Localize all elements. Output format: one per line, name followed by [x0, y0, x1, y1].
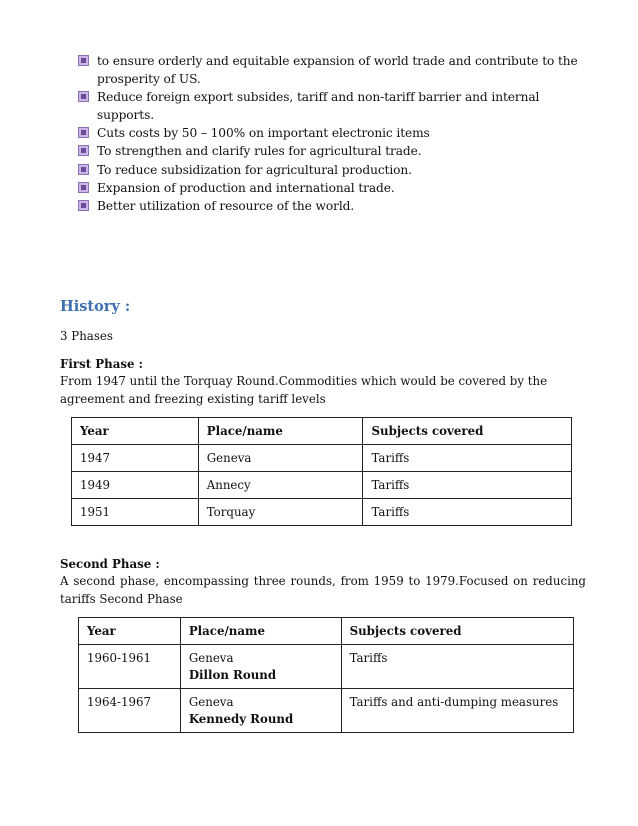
cell-subjects: Tariffs — [363, 472, 572, 499]
cell-subjects: Tariffs — [341, 645, 573, 689]
second-phase-table — [78, 617, 574, 733]
objectives-list — [78, 52, 578, 215]
table-row — [72, 499, 572, 526]
cell-place: Annecy — [198, 472, 363, 499]
header-year: Year — [79, 618, 181, 645]
table-row — [79, 689, 574, 733]
cell-place — [180, 645, 341, 689]
phases-count: 3 Phases — [60, 329, 113, 343]
first-phase-description: From 1947 until the Torquay Round.Commodities which would be covered by the agreement and freezing existing tariff levels — [60, 374, 548, 406]
bullet-square-icon — [78, 91, 89, 102]
second-phase-title: Second Phase : — [60, 557, 160, 571]
table-row — [72, 472, 572, 499]
header-place: Place/name — [180, 618, 341, 645]
header-subjects: Subjects covered — [341, 618, 573, 645]
bullet-square-icon — [78, 145, 89, 156]
header-place: Place/name — [198, 418, 363, 445]
round-name: Kennedy Round — [188, 712, 294, 726]
list-item: To reduce subsidization for agricultural production. — [78, 161, 578, 179]
table-header-row — [72, 418, 572, 445]
list-item: Reduce foreign export subsides, tariff and non-tariff barrier and internal supports. — [78, 88, 578, 124]
cell-year: 1964-1967 — [79, 689, 181, 733]
list-item: Better utilization of resource of the world. — [78, 197, 578, 215]
cell-year: 1960-1961 — [79, 645, 181, 689]
history-heading: History : — [60, 298, 131, 315]
cell-year: 1947 — [72, 445, 199, 472]
cell-place: Torquay — [198, 499, 363, 526]
table-row — [72, 445, 572, 472]
second-phase-description: A second phase, encompassing three rounds, from 1959 to 1979.Focused on reducing tariffs Second Phase — [60, 574, 586, 606]
cell-subjects: Tariffs — [363, 499, 572, 526]
bullet-square-icon — [78, 164, 89, 175]
list-item: Expansion of production and international trade. — [78, 179, 578, 197]
cell-year: 1951 — [72, 499, 199, 526]
bullet-square-icon — [78, 200, 89, 211]
table-header-row — [79, 618, 574, 645]
round-name: Dillon Round — [188, 668, 277, 682]
place-name: Geneva — [188, 695, 234, 709]
bullet-square-icon — [78, 55, 89, 66]
list-item: to ensure orderly and equitable expansion of world trade and contribute to the prosperity of US. — [78, 52, 578, 88]
cell-subjects: Tariffs — [363, 445, 572, 472]
list-item: Cuts costs by 50 – 100% on important electronic items — [78, 124, 578, 142]
list-item: To strengthen and clarify rules for agricultural trade. — [78, 142, 578, 160]
cell-subjects: Tariffs and anti-dumping measures — [341, 689, 573, 733]
first-phase-table — [71, 417, 572, 526]
cell-year: 1949 — [72, 472, 199, 499]
cell-place — [180, 689, 341, 733]
cell-place: Geneva — [198, 445, 363, 472]
first-phase-title: First Phase : — [60, 357, 143, 371]
header-subjects: Subjects covered — [363, 418, 572, 445]
bullet-square-icon — [78, 182, 89, 193]
table-row — [79, 645, 574, 689]
header-year: Year — [72, 418, 199, 445]
bullet-square-icon — [78, 127, 89, 138]
place-name: Geneva — [188, 651, 234, 665]
